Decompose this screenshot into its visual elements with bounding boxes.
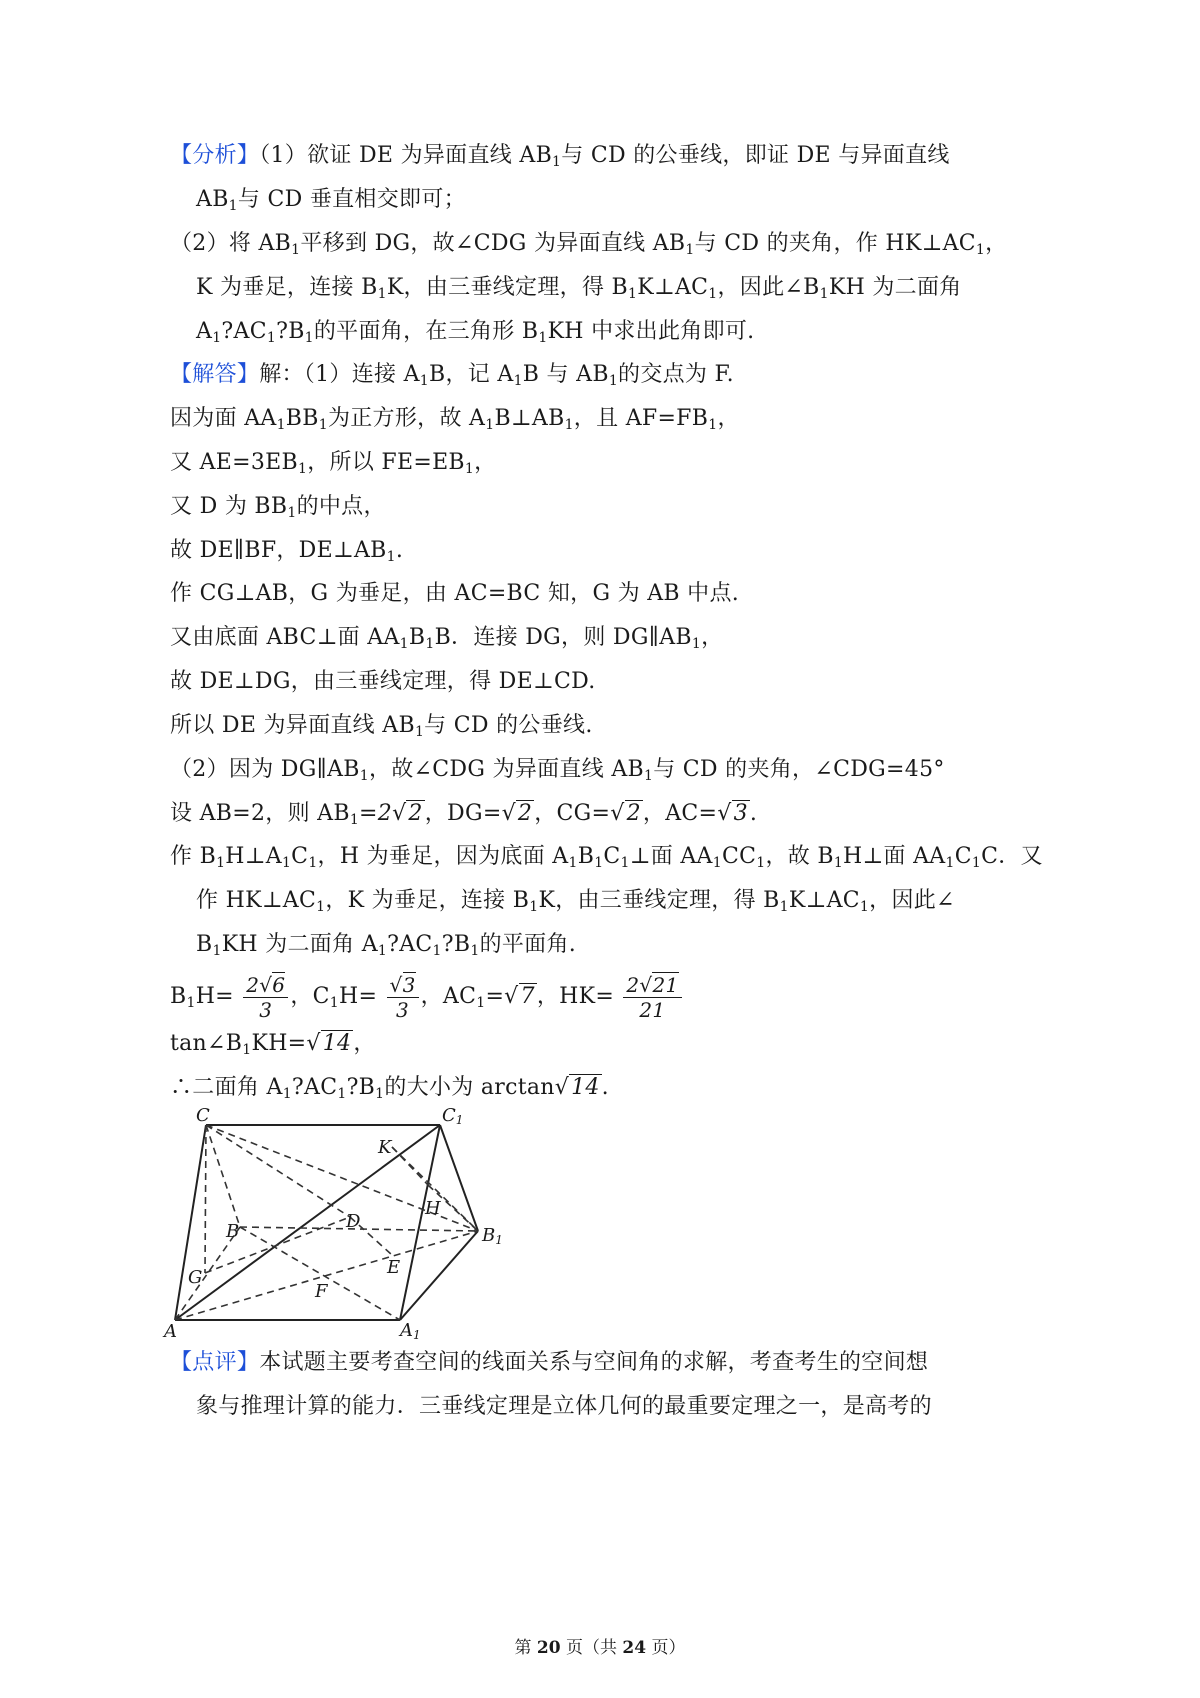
- comment-line-1: 【点评】本试题主要考查空间的线面关系与空间角的求解，考查考生的空间想: [170, 1350, 929, 1375]
- solution-line-1: 【解答】解：（1）连接 $A_1B$，记 $A_1B$ 与 $AB_1$的交点为 F.: [170, 362, 734, 389]
- analysis-line-4: K 为垂足，连接 $B_1K$，由三垂线定理，得 $B_1K\perp AC_1$，因此$\angle B_1KH$ 为二面角: [196, 275, 962, 302]
- analysis-line-5: $A_1?AC_1?B_1$的平面角，在三角形 $B_1KH$ 中求出此角即可.: [196, 319, 755, 346]
- edge-c-a: [175, 1125, 206, 1320]
- solution-line-4: 又 D 为 $BB_1$的中点，: [170, 494, 386, 521]
- solution-line-8: 故 DE⊥DG，由三垂线定理，得 DE⊥CD.: [170, 669, 596, 694]
- label-d: D: [346, 1211, 361, 1232]
- solution-line-6: 作 CG⊥AB，G 为垂足，由 AC=BC 知，G 为 AB 中点.: [170, 581, 740, 606]
- edge-a1-b1: [400, 1231, 478, 1320]
- solution-line-14: $B_1KH$ 为二面角 $A_1?AC_1?B_1$的平面角.: [196, 932, 577, 959]
- solution-line-7: 又由底面 ABC⊥面 $AA_1B_1B$．连接 DG，则 $DG\parallel AB_1$，: [170, 625, 724, 652]
- label-h: H: [425, 1198, 441, 1219]
- fraction-c1h: $\frac{√3}{3}$: [387, 973, 419, 1022]
- solution-line-12: 作 $B_1H\perp A_1C_1$，H 为垂足，因为底面 $A_1B_1C_1\perp$面 $AA_1CC_1$，故 $B_1H\perp$面 $AA_1C_1C$．又: [170, 844, 1043, 871]
- solution-line-9: 所以 DE 为异面直线 $AB_1$与 CD 的公垂线.: [170, 713, 593, 740]
- page-number: 20: [536, 1638, 561, 1658]
- dash-c-b: [206, 1125, 240, 1227]
- dash-c-g: [205, 1125, 206, 1273]
- page-total: 24: [622, 1638, 647, 1658]
- solution-tag: 【解答】: [170, 362, 260, 387]
- edge-a-c1: [175, 1125, 440, 1320]
- fraction-hk: $\frac{2√21}{21}$: [623, 973, 681, 1022]
- dash-a-b1: [175, 1231, 478, 1320]
- solution-line-15: $B_1H=$ $\frac{2√6}{3}$ ，$C_1H=$ $\frac{√3}{3}$ ，$AC_1=√7$，HK= $\frac{2√21}{21}$: [170, 972, 684, 1022]
- label-b1: B1: [482, 1225, 503, 1247]
- label-k: K: [378, 1137, 392, 1158]
- dash-k-h: [392, 1147, 428, 1185]
- solution-line-3: 又 $AE=3EB_1$，所以 $FE=EB_1$，: [170, 450, 497, 477]
- page-footer: 第 20 页（共 24 页）: [514, 1638, 686, 1658]
- solution-line-2: 因为面 $AA_1BB_1$为正方形，故 $A_1B\perp AB_1$，且 $AF=FB_1$，: [170, 406, 740, 433]
- dash-b-a1: [240, 1227, 400, 1320]
- analysis-line-3: （2）将 $AB_1$平移到 DG，故∠CDG 为异面直线 $AB_1$与 CD 的夹角，作 $HK\perp AC_1$，: [170, 231, 1008, 258]
- label-a: A: [164, 1321, 177, 1340]
- analysis-line-1: 【分析】（1）欲证 DE 为异面直线 $AB_1$与 CD 的公垂线，即证 DE 与异面直线: [170, 143, 950, 170]
- solution-line-17: ∴二面角 $A_1?AC_1?B_1$的大小为 arctan√14.: [170, 1075, 609, 1102]
- analysis-line-2: $AB_1$与 CD 垂直相交即可；: [196, 187, 466, 214]
- fraction-b1h: $\frac{2√6}{3}$: [243, 973, 288, 1022]
- solution-line-13: 作 $HK\perp AC_1$，K 为垂足，连接 $B_1K$，由三垂线定理，得 $B_1K\perp AC_1$，因此∠: [196, 888, 955, 915]
- label-a1: A1: [400, 1320, 421, 1340]
- geometry-figure: [160, 1105, 520, 1340]
- label-f: F: [315, 1281, 328, 1302]
- edge-c1-a1: [400, 1125, 440, 1320]
- label-c1: C1: [442, 1105, 464, 1127]
- dash-c-d: [206, 1125, 350, 1217]
- edge-c1-b1: [440, 1125, 478, 1231]
- comment-line-2: 象与推理计算的能力．三垂线定理是立体几何的最重要定理之一，是高考的: [196, 1394, 932, 1419]
- comment-tag: 【点评】: [170, 1350, 260, 1375]
- solution-line-11: 设 AB=2，则 $AB_1=2√2$，DG=√2，CG=√2，AC=√3.: [170, 801, 758, 828]
- label-b: B: [226, 1221, 240, 1242]
- analysis-tag: 【分析】: [170, 143, 260, 168]
- solution-line-10: （2）因为 $DG\parallel AB_1$，故∠CDG 为异面直线 $AB_1$与 CD 的夹角，∠CDG=45°: [170, 757, 945, 784]
- label-c: C: [196, 1105, 210, 1126]
- label-e: E: [387, 1257, 401, 1278]
- solution-line-16: $\tan\angle B_1KH=√14$，: [170, 1031, 376, 1058]
- solution-line-5: 故 DE∥BF，$DE\perp AB_1$.: [170, 538, 404, 565]
- label-g: G: [188, 1267, 203, 1288]
